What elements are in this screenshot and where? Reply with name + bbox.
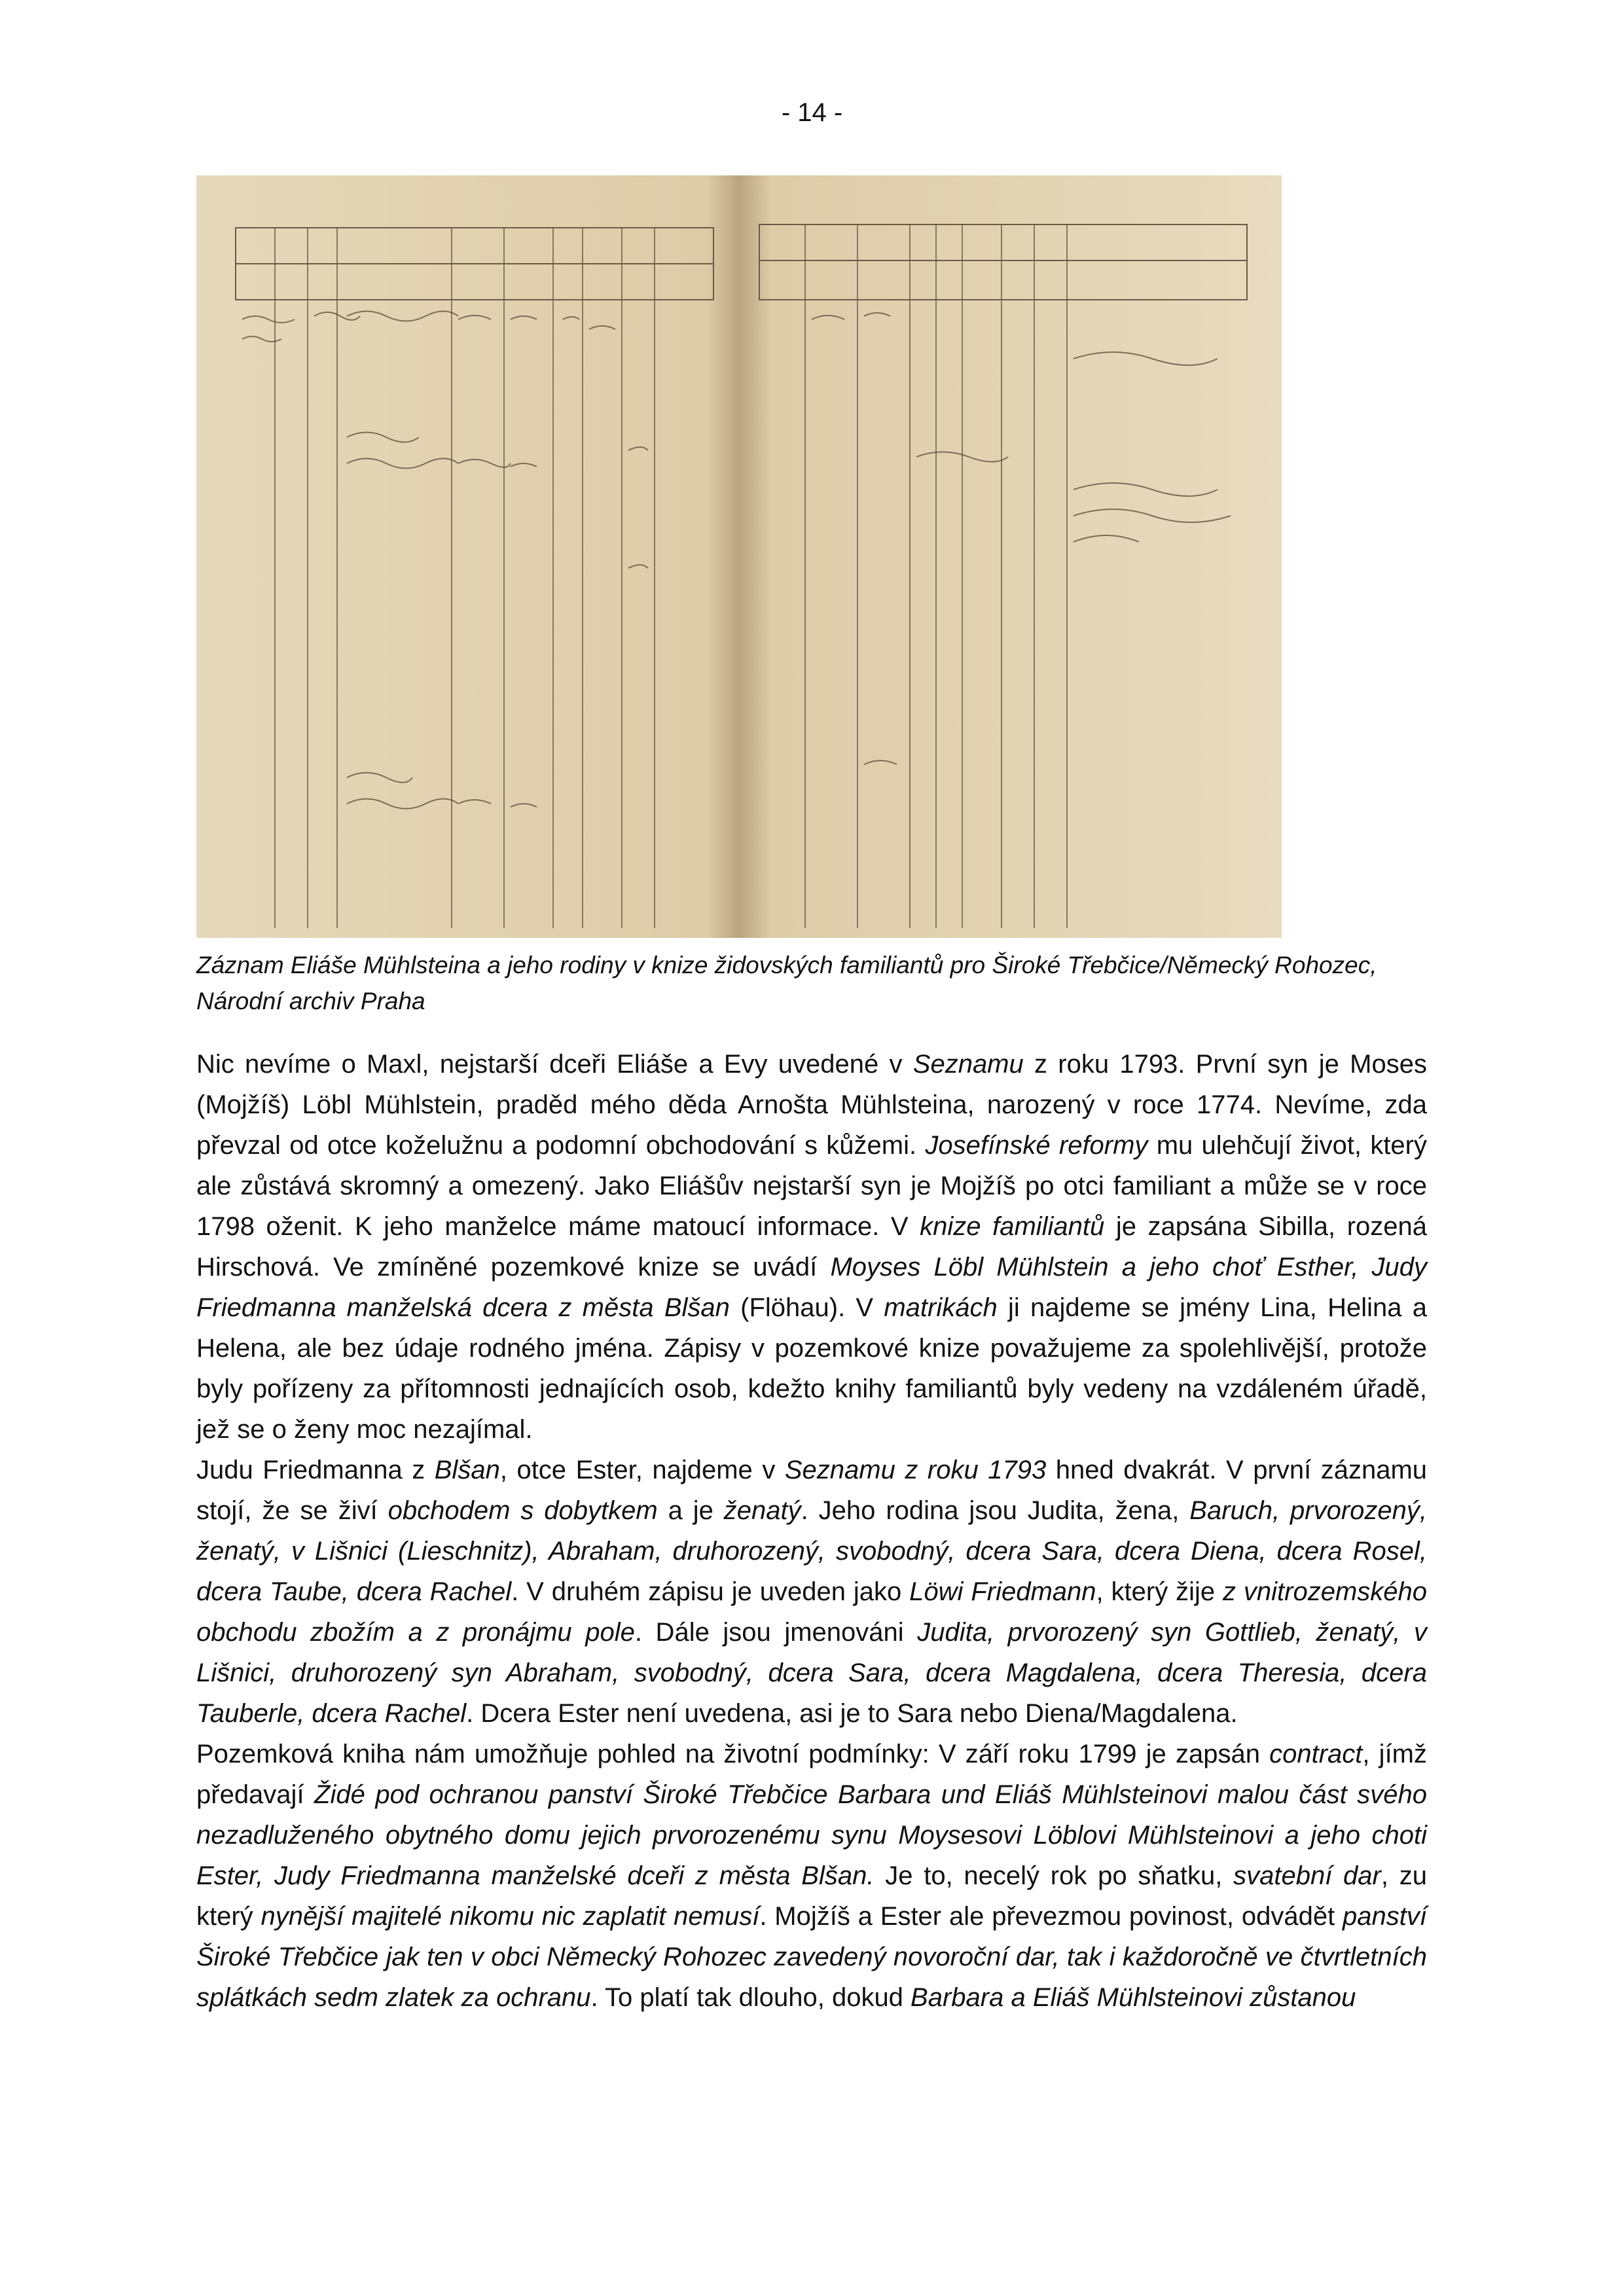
italic-text: nynější majitelé nikomu nic zaplatit nemusí — [261, 1902, 760, 1931]
text-run: z roku 1793. První syn je Moses (Mojžíš) Löbl Mühlstein, praděd mého děda Arnošta Mühlsteina, narozený v roce 1774. Nevíme, zda převzal od otce koželužnu a podomní obchodování s kůžemi. — [196, 1050, 1427, 1160]
text-run: . Dále jsou jmenováni — [634, 1618, 918, 1647]
italic-text: Blšan — [434, 1456, 500, 1484]
archival-register-image — [196, 175, 1282, 938]
italic-text: Löwi Friedmann — [909, 1577, 1096, 1606]
text-run: Pozemková kniha nám umožňuje pohled na životní podmínky: V září roku 1799 je zapsán — [196, 1740, 1270, 1768]
text-run: Nic nevíme o Maxl, nejstarší dceři Eliáše a Evy uvedené v — [196, 1050, 913, 1079]
text-run: (Flöhau). V — [729, 1293, 884, 1322]
text-run: , jímž předavají — [196, 1740, 1427, 1809]
italic-text: Baruch, prvorozený, ženatý, v Lišnici (Lieschnitz), Abraham, druhorozený, svobodný, dcera Sara, dcera Diena, dcera Rosel, dcera Taube, dcera Rachel — [196, 1496, 1428, 1606]
text-run: , který žije — [1096, 1577, 1223, 1606]
page-number: - 14 - — [781, 98, 843, 127]
paragraph-1 — [196, 1044, 1427, 1450]
italic-text: Židé pod ochranou panství Široké Třebčice Barbara und Eliáš Mühlsteinovi malou část svého nezadluženého obytného domu jejich prvorozenému synu Moysesovi Löblovi Mühlsteinovi a jeho choti Ester, Judy Friedmanna manželské dceři z města Blšan. — [196, 1780, 1427, 1890]
text-run: mu ulehčují život, který ale zůstává skromný a omezený. Jako Eliášův nejstarší syn je Mojžíš po otci familiant a může se v roce 1798 oženit. K jeho manželce máme matoucí informace. V — [196, 1131, 1427, 1241]
paragraph-3 — [196, 1734, 1427, 2018]
text-run: Judu Friedmanna z — [196, 1456, 435, 1484]
text-run: hned dvakrát. V první záznamu stojí, že se živí — [196, 1456, 1428, 1525]
text-run: . Mojžíš a Ester ale převezmou povinost, odvádět — [759, 1902, 1343, 1931]
paragraph-2 — [196, 1450, 1427, 1734]
italic-text: contract — [1269, 1740, 1363, 1768]
text-run: . Jeho rodina jsou Judita, žena, — [801, 1496, 1190, 1525]
italic-text: Judita, prvorozený syn Gottlieb, ženatý, v Lišnici, druhorozený syn Abraham, svobodný, dcera Sara, dcera Magdalena, dcera Theresia, dcera Tauberle, dcera Rachel — [196, 1618, 1427, 1728]
text-run: , zu který — [196, 1861, 1427, 1931]
text-run: a je — [657, 1496, 724, 1525]
italic-text: ženatý — [723, 1496, 801, 1525]
text-run: . To platí tak dlouho, dokud — [590, 1983, 911, 2012]
text-run: ji najdeme se jmény Lina, Helina a Helena, ale bez údaje rodného jména. Zápisy v pozemkové knize považujeme za spolehlivější, protože byly pořízeny za přítomnosti jednajících osob, kdežto knihy familiantů byly vedeny na vzdáleném úřadě, jež se o ženy moc nezajímal. — [196, 1293, 1427, 1444]
text-run: je zapsána Sibilla, rozená Hirschová. Ve zmíněné pozemkové knize se uvádí — [196, 1212, 1427, 1282]
italic-text: panství Široké Třebčice jak ten v obci Německý Rohozec zavedený novoroční dar, tak i každoročně ve čtvrtletních splátkách sedm zlatek za ochranu — [196, 1902, 1428, 2012]
italic-text: svatební dar — [1233, 1861, 1381, 1890]
italic-text: Seznamu z roku 1793 — [784, 1456, 1047, 1484]
italic-text: Seznamu — [912, 1050, 1024, 1079]
figure-caption: Záznam Eliáše Mühlsteina a jeho rodiny v knize židovských familiantů pro Široké Třebčice/Německý Rohozec, Národní archiv Praha — [196, 952, 1377, 1014]
italic-text: matrikách — [884, 1293, 998, 1322]
text-run: , otce Ester, najdeme v — [499, 1456, 785, 1484]
italic-text: Moyses Löbl Mühlstein a jeho choť Esther, Judy Friedmanna manželská dcera z města Blšan — [196, 1253, 1428, 1322]
text-run: Je to, necelý rok po sňatku, — [874, 1861, 1234, 1890]
text-run: . Dcera Ester není uvedena, asi je to Sara nebo Diena/Magdalena. — [466, 1699, 1238, 1728]
italic-text: Josefínské reformy — [925, 1131, 1148, 1160]
italic-text: knize familiantů — [920, 1212, 1105, 1241]
text-run: . V druhém zápisu je uveden jako — [511, 1577, 910, 1606]
body-text — [196, 1044, 1427, 2018]
italic-text: Barbara a Eliáš Mühlsteinovi zůstanou — [911, 1983, 1356, 2012]
italic-text: obchodem s dobytkem — [388, 1496, 658, 1525]
italic-text: z vnitrozemského obchodu zbožím a z pronájmu pole — [196, 1577, 1428, 1647]
